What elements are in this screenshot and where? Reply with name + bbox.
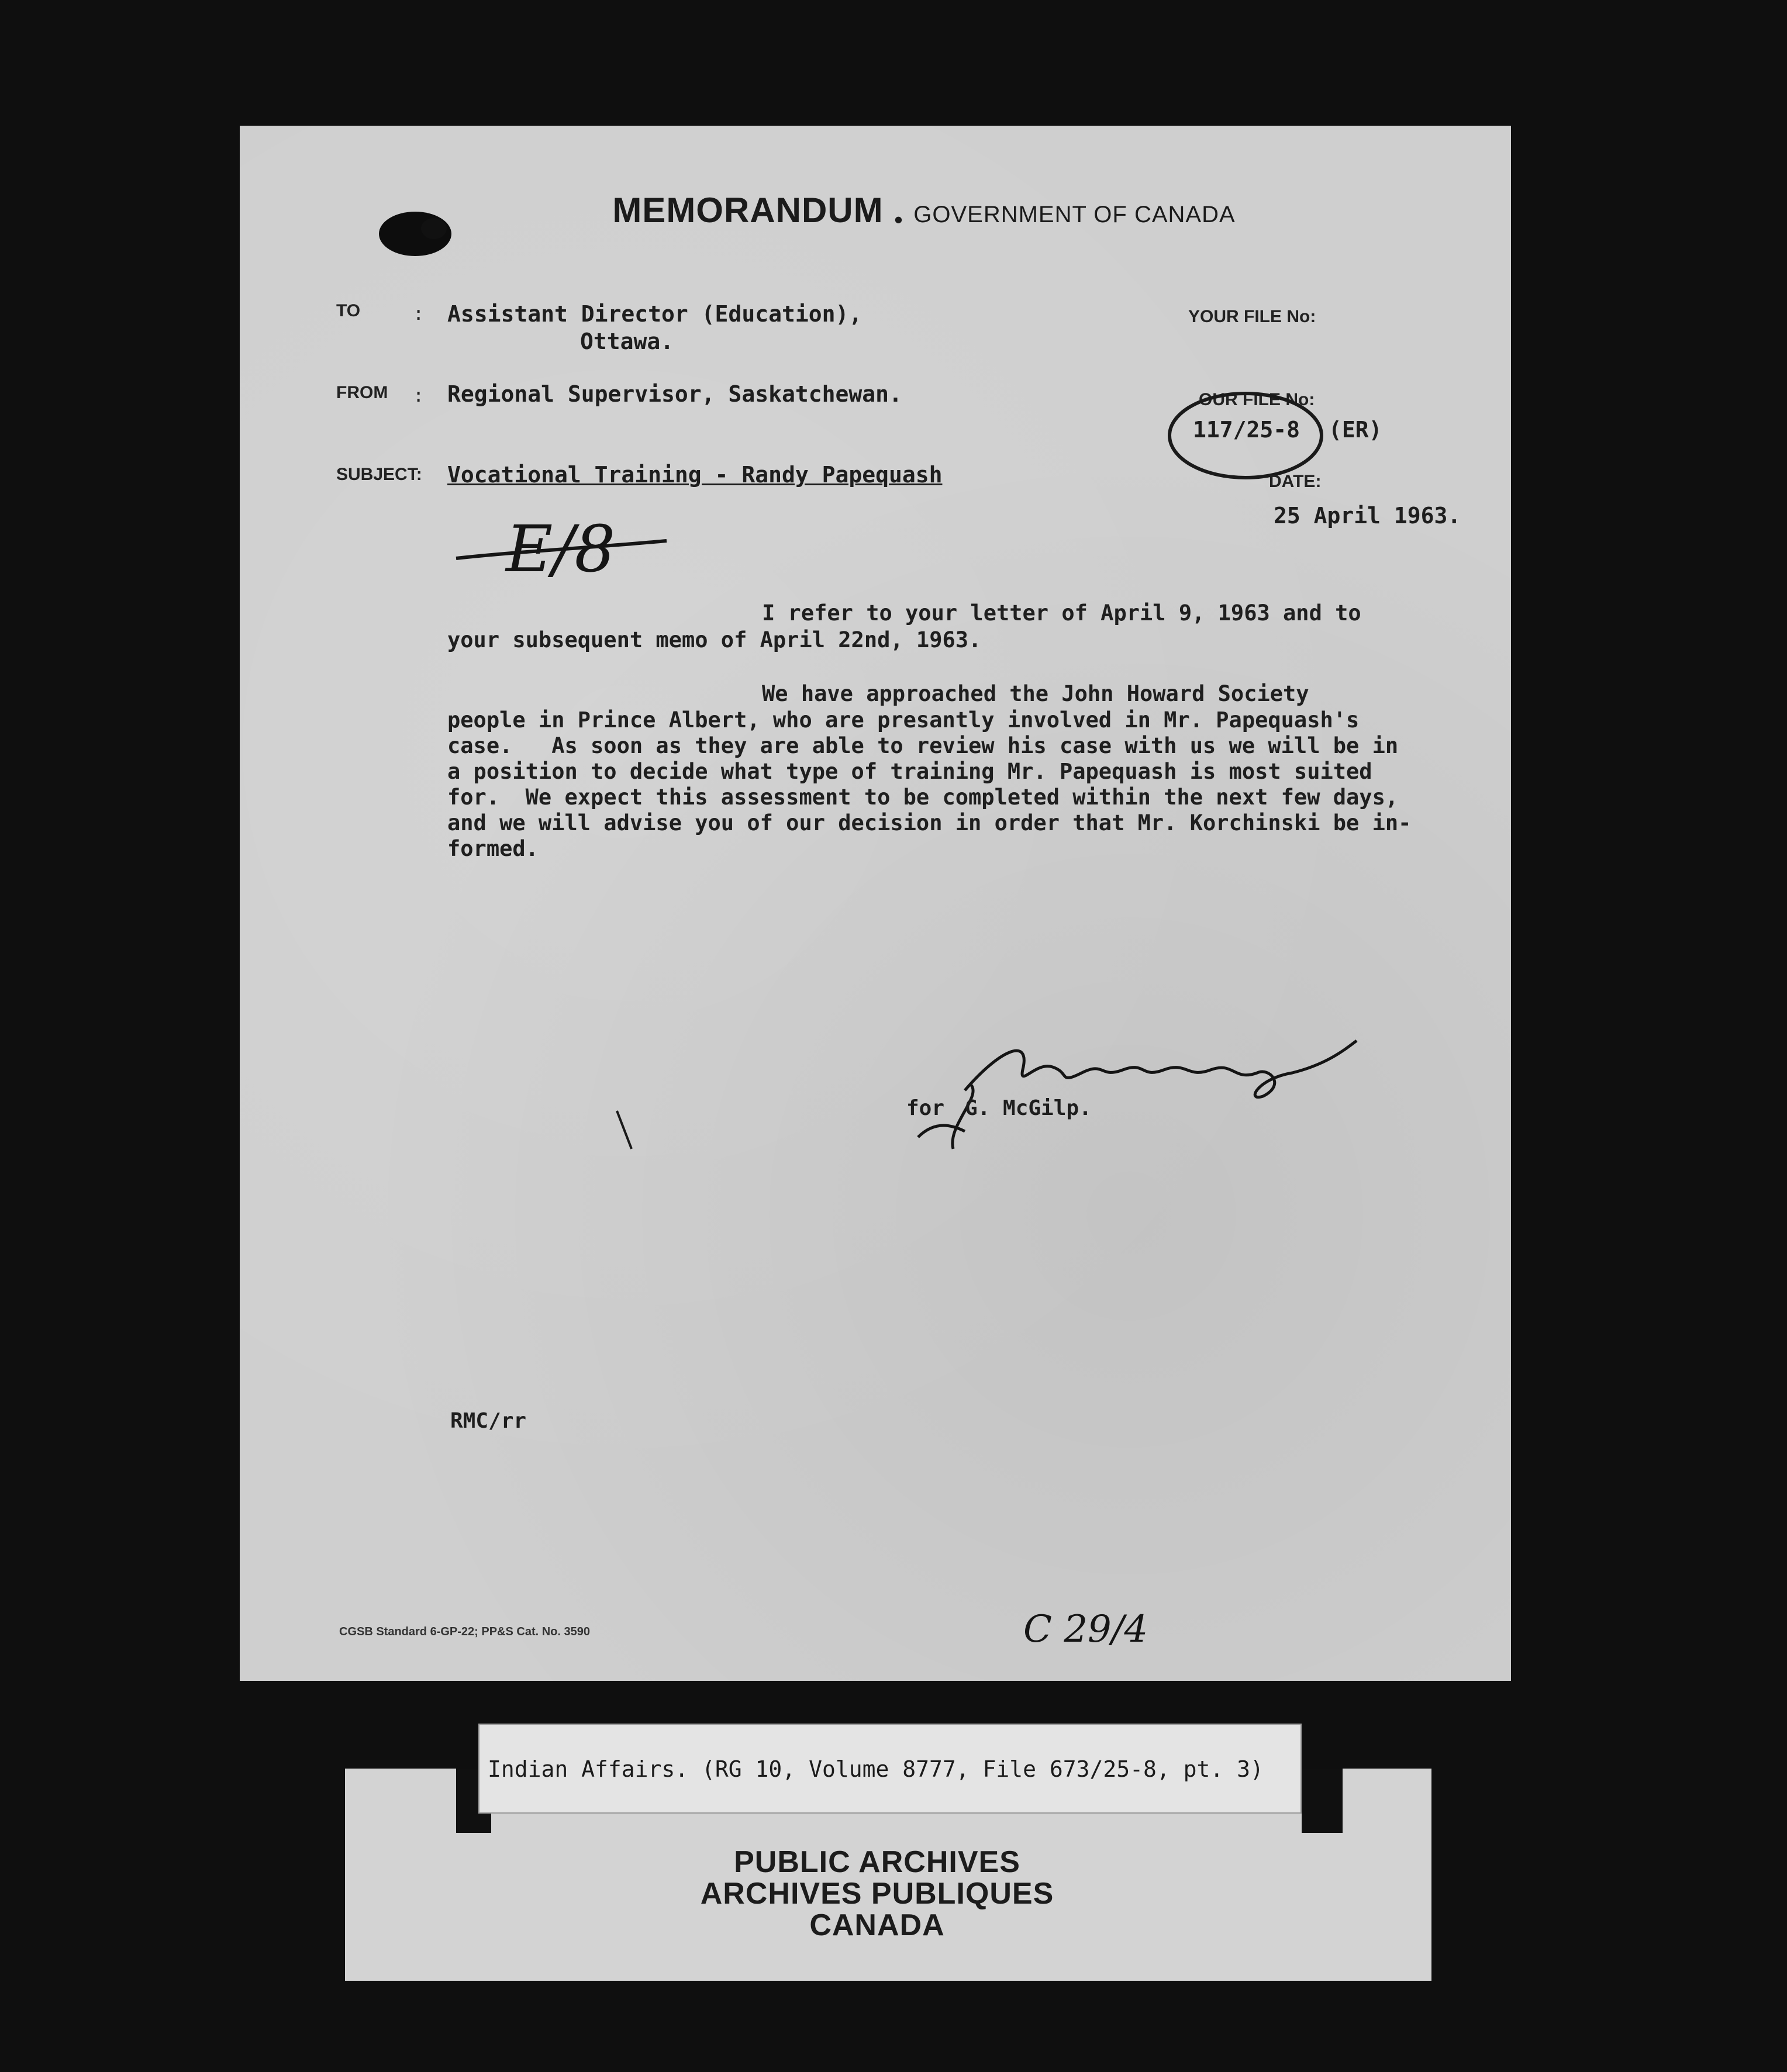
paragraph-2-line: a position to decide what type of training Mr. Papequash is most suited — [447, 759, 1372, 784]
typist-initials: RMC/rr — [450, 1409, 527, 1433]
from-colon: : — [413, 384, 425, 406]
to-line-2: Ottawa. — [580, 329, 674, 354]
date-value: 25 April 1963. — [1274, 503, 1461, 529]
paragraph-2-line: formed. — [447, 836, 539, 861]
signature-typed-name: G. McGilp. — [965, 1096, 1092, 1120]
our-file-suffix: (ER) — [1329, 417, 1382, 443]
your-file-label: YOUR FILE No: — [1188, 307, 1316, 326]
paragraph-2-line: people in Prince Albert, who are presantly involved in Mr. Papequash's — [447, 707, 1360, 733]
paragraph-2-line: and we will advise you of our decision in order that Mr. Korchinski be in- — [447, 810, 1412, 835]
our-file-value: 117/25-8 — [1193, 417, 1300, 443]
heading-separator: • — [894, 205, 903, 233]
paragraph-2-line: for. We expect this assessment to be completed within the next few days, — [447, 785, 1399, 810]
label-notch-right — [1302, 1769, 1343, 1833]
form-number: CGSB Standard 6-GP-22; PP&S Cat. No. 3590 — [339, 1625, 591, 1638]
memo-heading — [573, 190, 1275, 234]
to-colon: : — [413, 302, 425, 324]
from-value: Regional Supervisor, Saskatchewan. — [447, 381, 902, 407]
paragraph-2-line: case. As soon as they are able to review his case with us we will be in — [447, 733, 1399, 758]
stamp-line-2: ARCHIVES PUBLIQUES — [700, 1877, 1054, 1911]
handwritten-strike — [450, 517, 672, 588]
subject-label: SUBJECT: — [336, 465, 422, 484]
subject-value: Vocational Training - Randy Papequash — [447, 462, 943, 488]
public-archives-stamp — [626, 1846, 1129, 1941]
handwritten-file-ref: E/8 — [506, 512, 616, 586]
punch-hole-damage — [368, 202, 462, 266]
paragraph-1-line-1: I refer to your letter of April 9, 1963 and to — [762, 600, 1361, 626]
to-label: TO — [336, 301, 361, 320]
stamp-line-3: CANADA — [809, 1908, 945, 1942]
handwritten-signature — [883, 1014, 1362, 1178]
our-file-label: OUR FILE No: — [1199, 390, 1315, 409]
paragraph-2-line-1: We have approached the John Howard Society — [762, 681, 1309, 706]
archive-reference: Indian Affairs. (RG 10, Volume 8777, File 673/25-8, pt. 3) — [488, 1756, 1264, 1782]
to-line-1: Assistant Director (Education), — [447, 301, 863, 327]
stray-mark — [614, 1108, 637, 1155]
memo-title: MEMORANDUM — [612, 191, 884, 230]
memo-sheet — [240, 126, 1511, 1681]
signature-prefix: for — [906, 1096, 945, 1120]
handwritten-footer-ref: C 29/4 — [1023, 1608, 1148, 1651]
paragraph-1-line-2: your subsequent memo of April 22nd, 1963. — [447, 627, 982, 652]
archive-reference-slip — [478, 1724, 1302, 1814]
date-label: DATE: — [1269, 472, 1322, 491]
from-label: FROM — [336, 383, 388, 402]
paragraph-2-body — [447, 707, 1411, 862]
government-name: GOVERNMENT OF CANADA — [913, 202, 1236, 227]
stamp-line-1: PUBLIC ARCHIVES — [734, 1845, 1020, 1879]
